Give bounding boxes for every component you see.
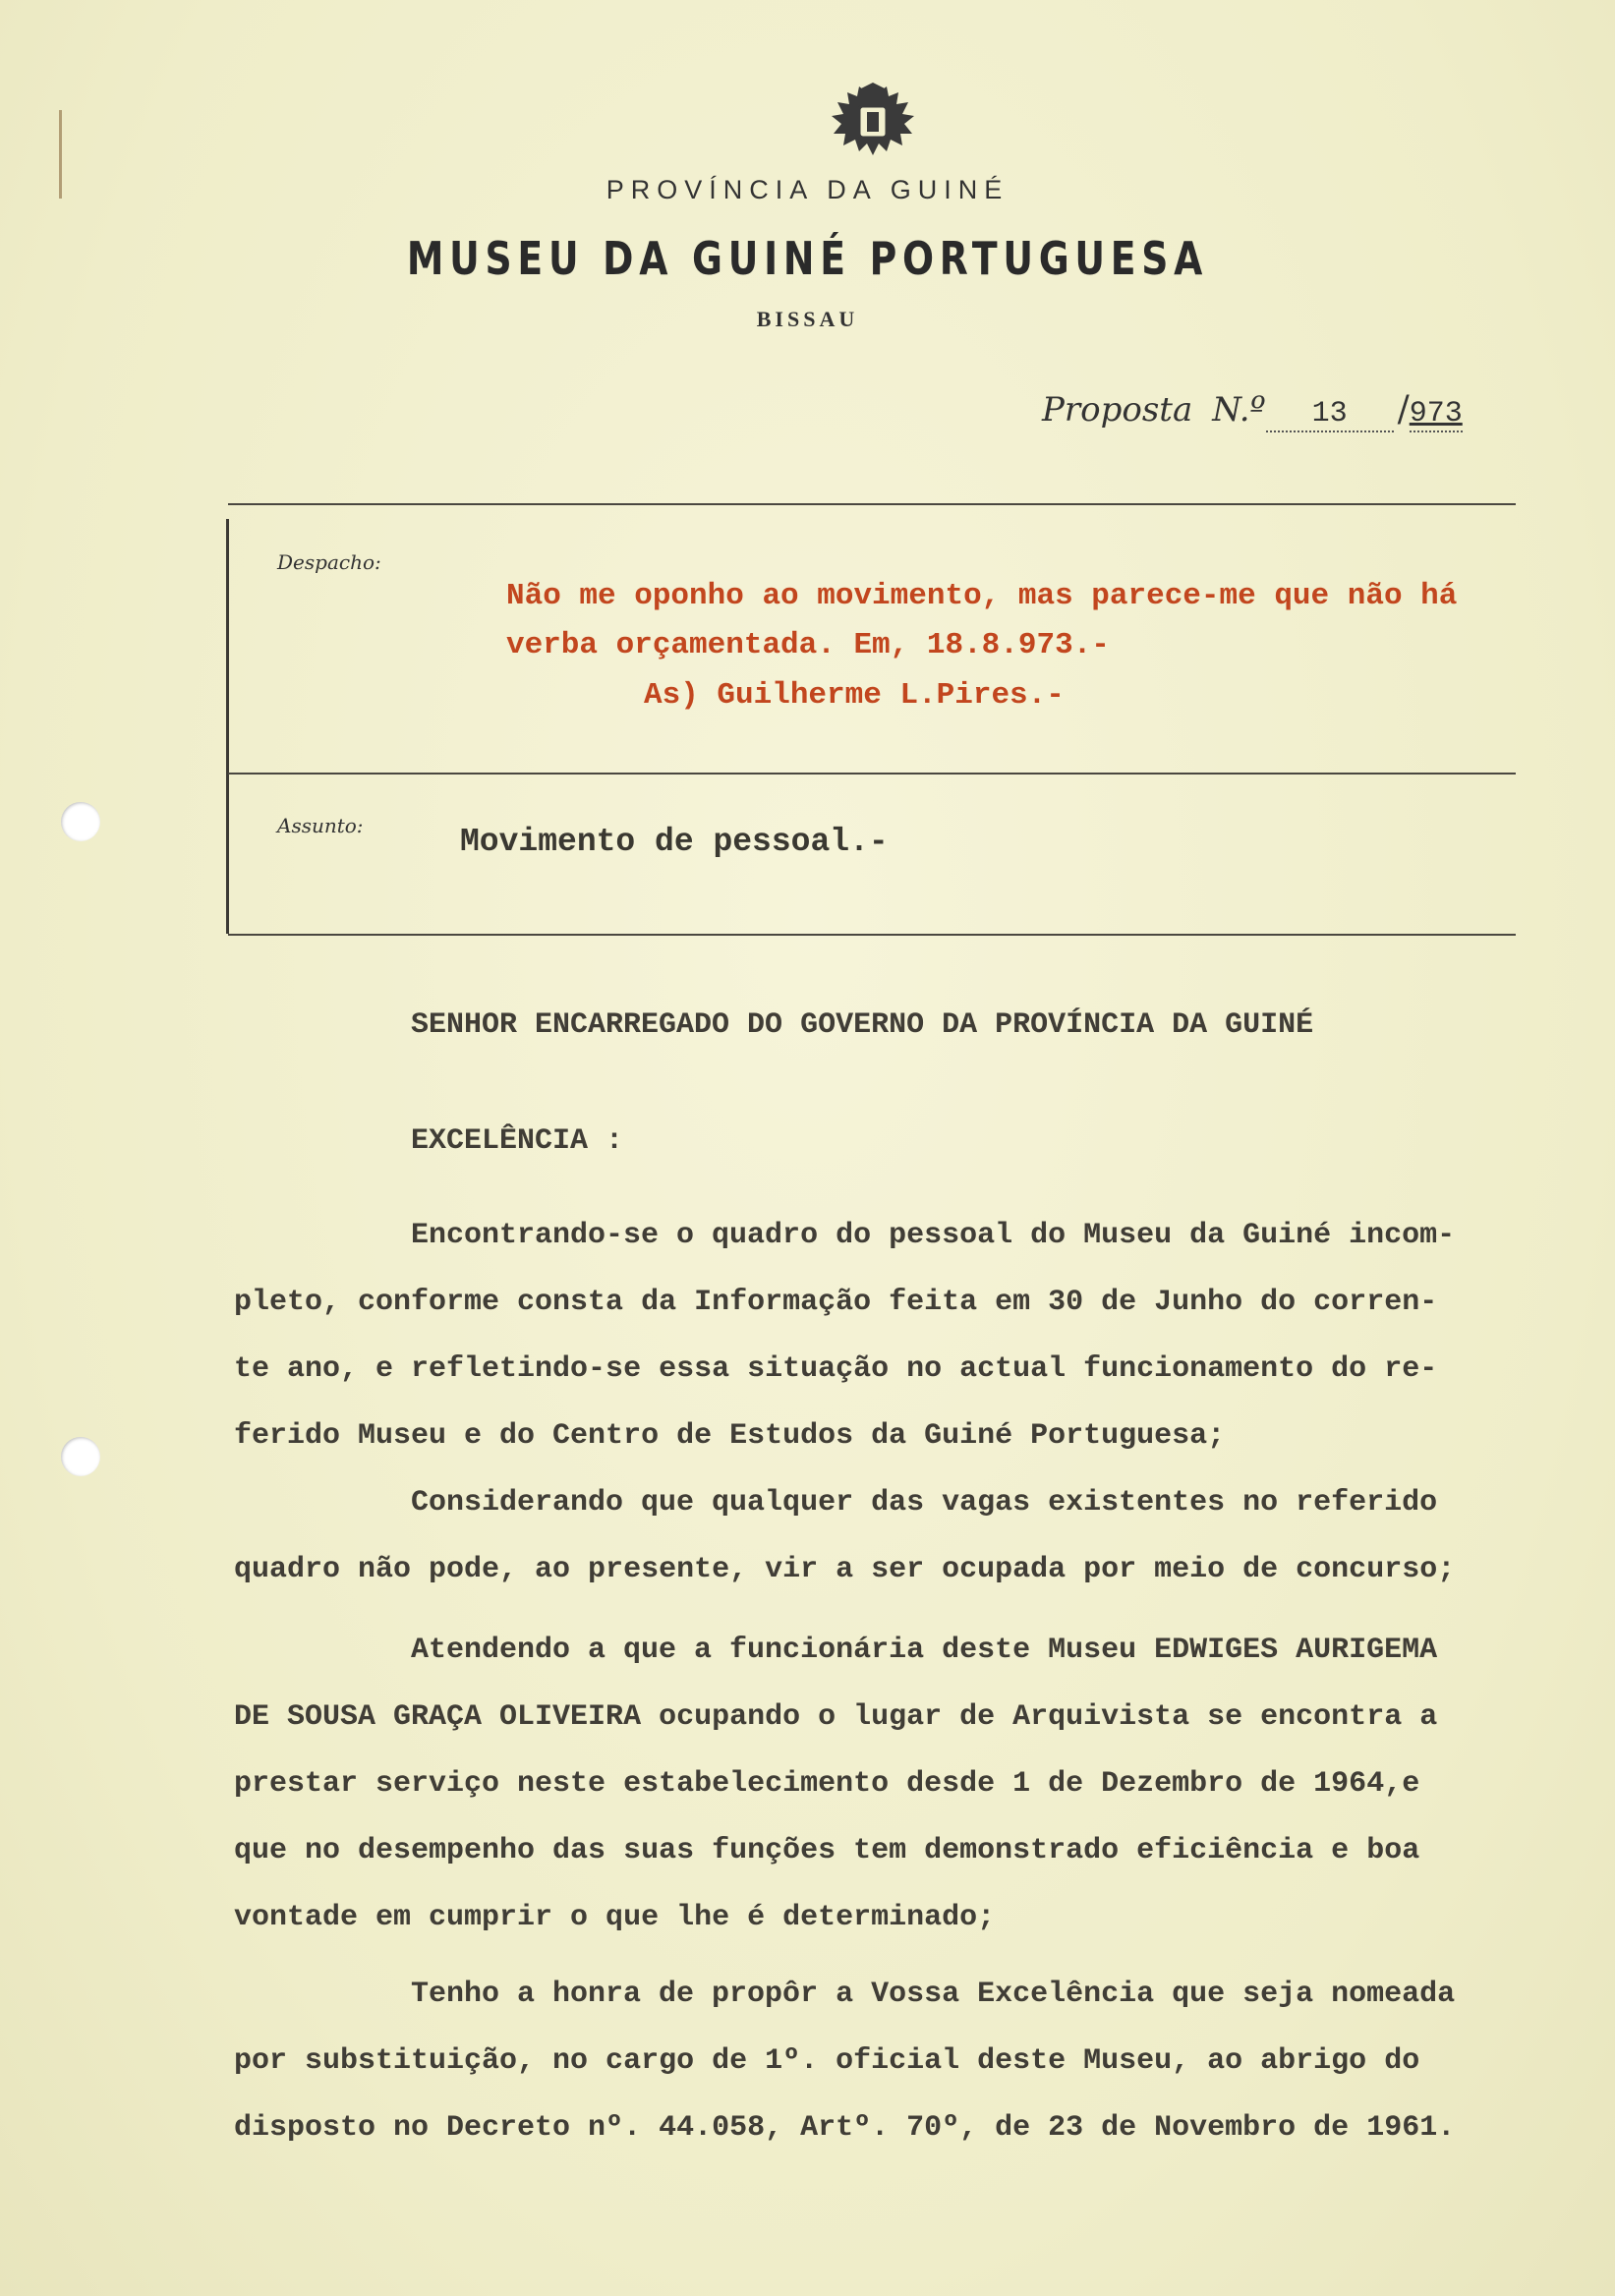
proposal-number-value: 13 — [1266, 397, 1394, 432]
number-label: N.º — [1212, 390, 1266, 430]
body-line: Tenho a honra de propôr a Vossa Excelência que seja nomeada — [411, 1978, 1456, 2011]
body-line: prestar serviço neste estabelecimento desde 1 de Dezembro de 1964,e — [234, 1767, 1420, 1801]
form-top-rule — [228, 503, 1516, 505]
despacho-signature: As) Guilherme L.Pires.- — [644, 678, 1065, 713]
despacho-label: Despacho: — [277, 550, 381, 574]
assunto-label: Assunto: — [277, 814, 364, 837]
body-line: pleto, conforme consta da Informação feita em 30 de Junho do corren- — [234, 1286, 1438, 1319]
body-line: por substituição, no cargo de 1º. oficial deste Museu, ao abrigo do — [234, 2044, 1420, 2078]
body-line: te ano, e refletindo-se essa situação no actual funcionamento do re- — [234, 1352, 1438, 1386]
body-line: DE SOUSA GRAÇA OLIVEIRA ocupando o lugar de Arquivista se encontra a — [234, 1700, 1438, 1734]
body-line: quadro não pode, ao presente, vir a ser ocupada por meio de concurso; — [234, 1553, 1456, 1586]
coat-of-arms-icon — [822, 81, 924, 159]
despacho-text — [506, 572, 1528, 670]
body-line: Considerando que qualquer das vagas existentes no referido — [411, 1486, 1438, 1520]
body-line: Atendendo a que a funcionária deste Museu EDWIGES AURIGEMA — [411, 1634, 1438, 1667]
proposal-number: Proposta N.º 13 /973 — [1042, 389, 1463, 430]
form-middle-rule — [228, 773, 1516, 775]
province-heading: PROVÍNCIA DA GUINÉ — [606, 175, 1009, 204]
assunto-text: Movimento de pessoal.- — [460, 824, 889, 860]
form-left-rule — [226, 519, 229, 934]
form-bottom-rule — [228, 934, 1516, 936]
body-line: vontade em cumprir o que lhe é determinado; — [234, 1901, 996, 1934]
proposal-label: Proposta — [1042, 390, 1193, 430]
city-heading: BISSAU — [756, 307, 859, 331]
museum-heading: MUSEU DA GUINÉ PORTUGUESA — [406, 232, 1209, 285]
body-line: Encontrando-se o quadro do pessoal do Museu da Guiné incom- — [411, 1219, 1456, 1252]
body-line: que no desempenho das suas funções tem demonstrado eficiência e boa — [234, 1834, 1420, 1867]
salutation: EXCELÊNCIA : — [411, 1124, 624, 1158]
punch-hole-bottom — [61, 1437, 100, 1476]
punch-hole-top — [61, 802, 100, 841]
body-line: ferido Museu e do Centro de Estudos da Guiné Portuguesa; — [234, 1419, 1226, 1453]
despacho-line: verba orçamentada. Em, 18.8.973.- — [506, 628, 1110, 662]
proposal-year: 973 — [1409, 397, 1463, 430]
addressee: SENHOR ENCARREGADO DO GOVERNO DA PROVÍNCIA DA GUINÉ — [411, 1008, 1314, 1042]
body-line: disposto no Decreto nº. 44.058, Artº. 70º, de 23 de Novembro de 1961. — [234, 2111, 1456, 2145]
despacho-line: Não me oponho ao movimento, mas parece-me que não há — [506, 579, 1458, 613]
